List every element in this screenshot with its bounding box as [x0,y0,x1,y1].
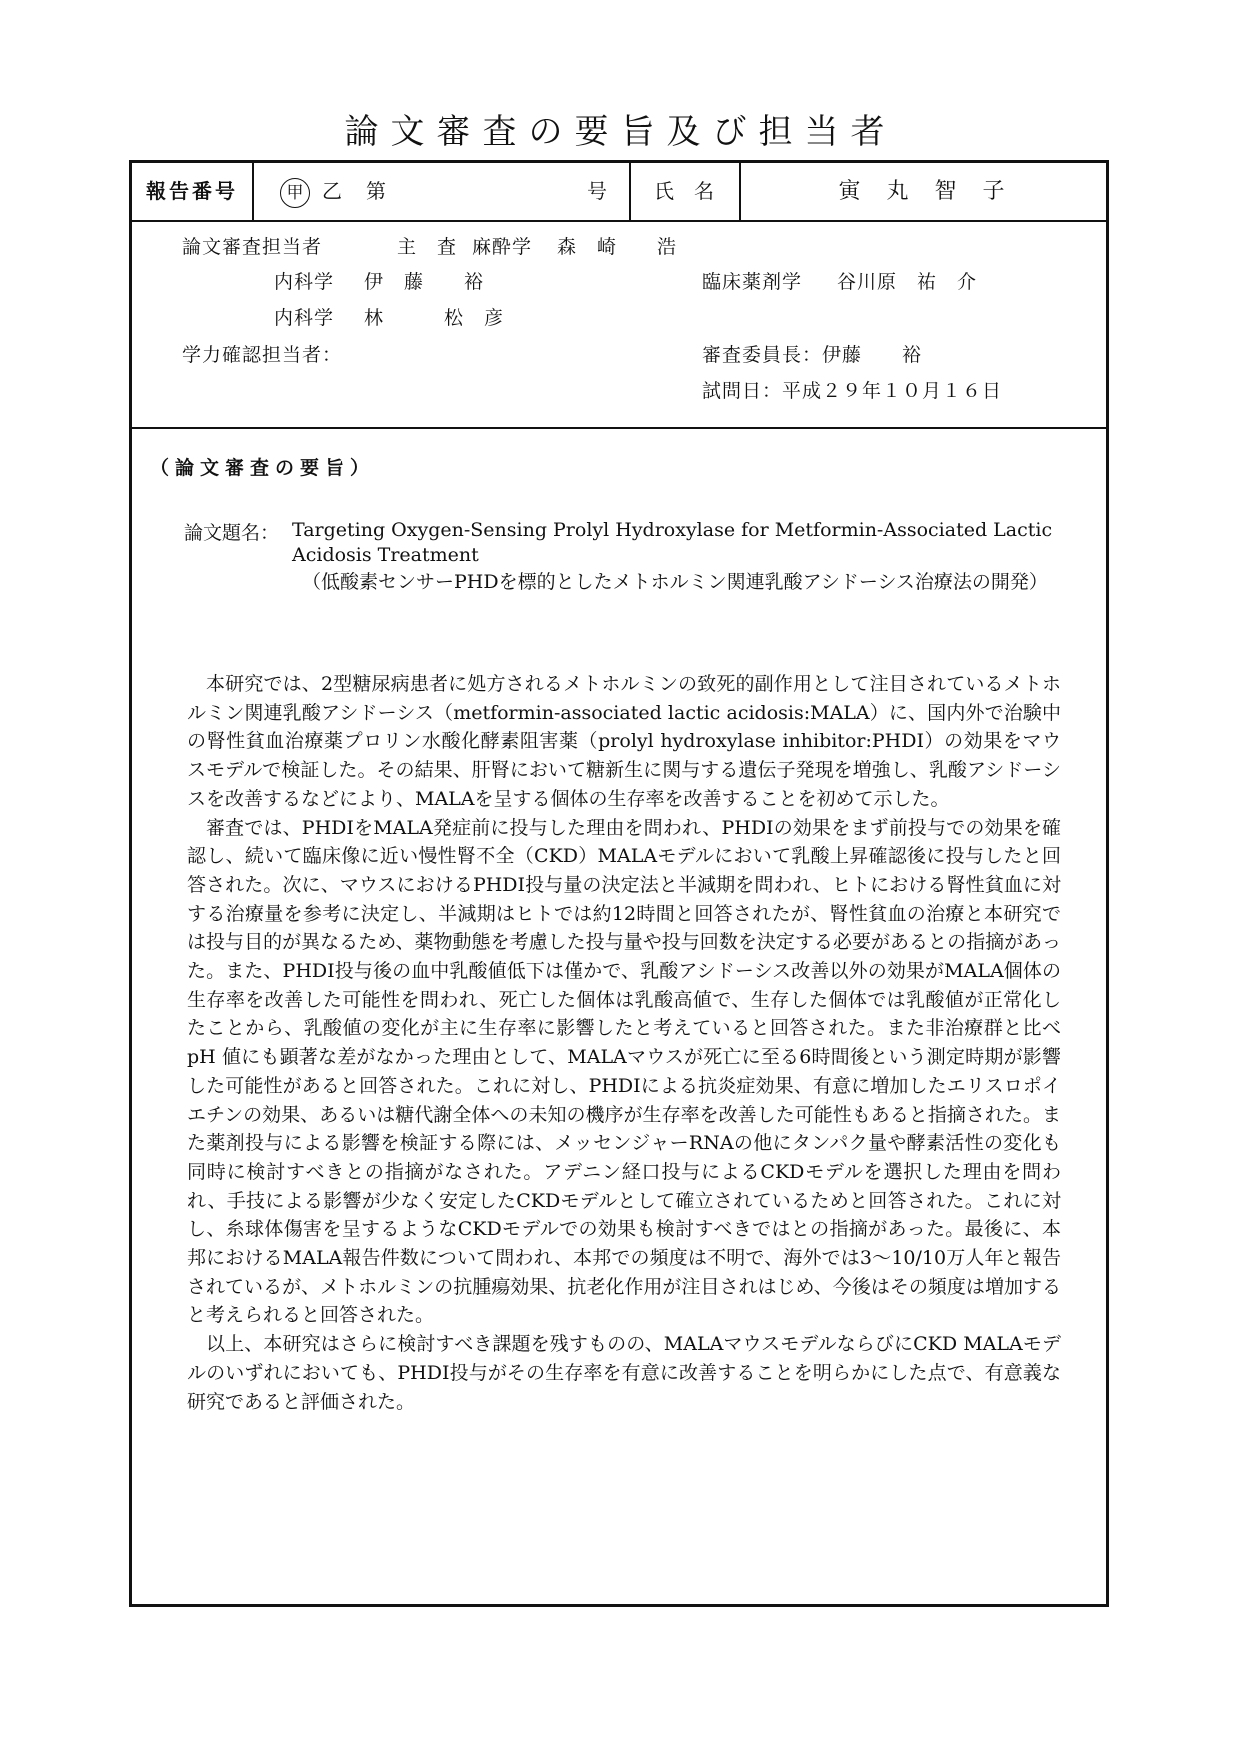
paragraph: 本研究では、2型糖尿病患者に処方されるメトホルミンの致死的副作用として注目されているメトホルミン関連乳酸アシドーシス（metformin-associated lactic acidosis:MALA）に、国内外で治験中の腎性貧血治療薬プロリン水酸化酵素阻害薬（prolyl hydroxylase inhibitor:PHDI）の効果をマウスモデルで検証した。その結果、肝腎において糖新生に関与する遺伝子発現を増強し、乳酸アシドーシスを改善するなどにより、MALAを呈する個体の生存率を改善することを初めて示した。 [187,673,1061,810]
header-row [132,163,1106,222]
name-value: 寅 丸 智 子 [838,179,1007,204]
thesis-title-english: Targeting Oxygen-Sensing Prolyl Hydroxylase for Metformin-Associated Lactic Acidosis Treatment [292,519,1053,566]
report-number-label: 報告番号 [146,179,238,203]
thesis-title-japanese: （低酸素センサーPHDを標的としたメトホルミン関連乳酸アシドーシス治療法の開発） [302,571,1048,593]
reviewer2-name: 伊 藤 裕 [364,271,485,293]
paragraph: 審査では、PHDIをMALA発症前に投与した理由を問われ、PHDIの効果をまず前投与での効果を確認し、続いて臨床像に近い慢性腎不全（CKD）MALAモデルにおいて乳酸上昇確認後に投与したと回答された。次に、マウスにおけるPHDI投与量の決定法と半減期を問われ、ヒトにおける腎性貧血に対する治療量を参考に決定し、半減期はヒトでは約12時間と回答されたが、腎性貧血の治療と本研究では投与目的が異なるため、薬物動態を考慮した投与量や投与回数を決定する必要があるとの指摘があった。また、PHDI投与後の血中乳酸値低下は僅かで、乳酸アシドーシス改善以外の効果がMALA個体の生存率を改善した可能性を問われ、死亡した個体は乳酸高値で、生存した個体では乳酸値が正常化したことから、乳酸値の変化が主に生存率に影響したと考えていると回答された。また非治療群と比べpH 値にも顕著な差がなかった理由として、MALAマウスが死亡に至る6時間後という測定時期が影響した可能性があると回答された。これに対し、PHDIによる抗炎症効果、有意に増加したエリスロポイエチンの効果、あるいは糖代謝全体への未知の機序が生存率を改善した可能性もあると指摘された。また薬剤投与による影響を検証する際には、メッセンジャーRNAの他にタンパク量や酵素活性の変化も同時に検討すべきとの指摘がなされた。アデニン経口投与によるCKDモデルを選択した理由を問われ、手技による影響が少なく安定したCKDモデルとして確立されているためと回答された。これに対し、糸球体傷害を呈するようなCKDモデルでの効果も検討すべきではとの指摘があった。最後に、本邦におけるMALA報告件数について問われ、本邦での頻度は不明で、海外では3～10/10万人年と報告されているが、メトホルミンの抗腫瘍効果、抗老化作用が注目されはじめ、今後はその頻度は増加すると考えられると回答された。 [187,816,1061,1327]
chief-dept: 麻酔学 [472,236,533,258]
section-heading: （論文審査の要旨） [150,457,376,479]
dai-label: 第 [366,179,386,203]
name-label: 氏 名 [654,179,714,203]
reviewer4-name: 林 松 彦 [364,307,505,329]
reviewer2-dept: 内科学 [274,271,335,293]
review-staff-section [132,220,1106,429]
paragraph: 以上、本研究はさらに検討すべき課題を残すものの、MALAマウスモデルならびにCKD MALAモデルのいずれにおいても、PHDI投与がその生存率を有意に改善することを明らかにした点で、有意義な研究であると評価された。 [187,1333,1061,1413]
go-label: 号 [587,179,607,203]
ability-check-label: 学力確認担当者： [182,344,343,366]
chief-name: 森 崎 浩 [557,236,678,258]
exam-date: 試問日：平成２９年１０月１６日 [702,380,1003,402]
thesis-title-label: 論文題名： [184,522,280,544]
chief-role: 主 査 [397,236,458,258]
kou-circled: 甲 [280,178,310,208]
reviewers-label: 論文審査担当者 [182,236,323,258]
reviewer3-dept: 臨床薬剤学 [702,271,803,293]
reviewer4-dept: 内科学 [274,307,335,329]
committee-chair: 審査委員長：伊藤 裕 [702,344,923,366]
document-title: 論文審査の要旨及び担当者 [344,112,897,152]
reviewer3-name: 谷川原 祐 介 [837,271,978,293]
otsu-label: 乙 [322,179,342,203]
review-form [129,160,1109,1607]
review-summary-body [187,670,1061,1416]
